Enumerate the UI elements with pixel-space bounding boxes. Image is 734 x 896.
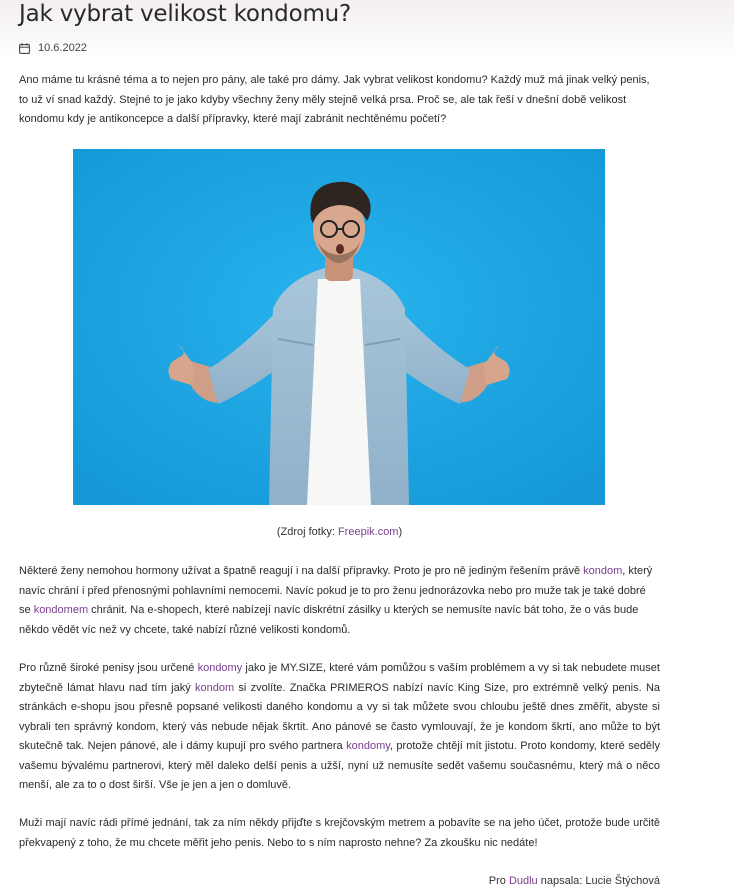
paragraph-3: Muži mají navíc rádi přímé jednání, tak za ním někdy přijďte s krejčovským metrem a pobavíte se na jeho účet, protože bude určitě překvapený z toho, že mu chcete měřit jeho penis. Nebo to s ním naprosto nehne? Za zkoušku nic nedáte! [19, 817, 660, 849]
text-span: Některé ženy nemohou hormony užívat a špatně reagují i na další přípravky. Proto je pro ně jediným řešením právě [19, 565, 584, 577]
post-date-text: 10.6.2022 [38, 42, 87, 54]
paragraph-1 [19, 562, 660, 640]
post-date [19, 40, 87, 56]
paragraph-2 [19, 659, 660, 796]
text-span: jako je MY.SIZE, které vám pomůžou s vaším problémem a vy si tak nebudete muset zbytečně lámat hlavu nad tím jaký [19, 662, 660, 694]
caption-source-link[interactable]: Freepik.com [337, 526, 399, 538]
byline-prefix: Pro [488, 875, 509, 887]
kondom-link[interactable]: kondom [194, 681, 235, 694]
text-span: Pro různě široké penisy jsou určené [19, 662, 198, 674]
text-span: , protože chtějí mít jistotu. Proto kondomy, které seděly vašemu bývalému partnerovi, který měl daleko delší penis a užší, nyní už nemusíte sedět vašemu současnému, který má o něco menší, ale za to o dost širší. Vše je jen a jen o domluvě. [19, 740, 660, 791]
text-span: chránit. Na e-shopech, které nabízejí navíc diskrétní zásilky u kterých se nemusíte navíc bát toho, že o vás bude někdo vědět víc než vy chcete, také nabízí různé velikosti kondomů. [19, 604, 639, 636]
text-span: si zvolíte. Značka PRIMEROS nabízí navíc King Size, pro extrémně velký penis. Na stránkách e-shopu jsou přesně popsané velikosti daného kondomu a vy si tak můžete svou chloubu ještě dnes změřit, abyste si vybrali ten správný kondom, který vás nebude nějak škrtit. Ano pánové se často vymlouvají, že je kondom škrtí, ano může to být skutečně tak. Nejen pánové, ale i dámy kupují pro svého partnera [19, 681, 660, 752]
kondomy-link[interactable]: kondomy [346, 740, 390, 752]
kondom-link[interactable]: kondom [583, 565, 623, 577]
byline [19, 873, 660, 889]
hero-image [73, 149, 605, 505]
caption-suffix: ) [398, 526, 403, 538]
text-span: , který navíc chrání i před přenosnými pohlavními nemocemi. Navíc pokud je to pro ženu jednorázovka nebo pro muže tak je také dobré se [19, 565, 653, 616]
image-caption [19, 524, 660, 540]
page-title: Jak vybrat velikost kondomu? [19, 1, 352, 27]
kondomem-link[interactable]: kondomem [33, 604, 89, 616]
calendar-icon [19, 43, 30, 54]
caption-prefix: (Zdroj fotky: [276, 526, 338, 538]
intro-paragraph: Ano máme tu krásné téma a to nejen pro pány, ale také pro dámy. Jak vybrat velikost kondomu? Každý muž má jinak velký penis, to už ví snad každý. Stejné to je jako kdyby všechny ženy měly stejně velká prsa. Proč se, ale tak řeší v dnešní době velikost kondomu kdy je antikoncepce a další přípravky, které mají zabránit nechtěnému početí? [19, 74, 650, 125]
kondomy-link[interactable]: kondomy [197, 662, 243, 674]
byline-suffix: napsala: Lucie Štýchová [537, 875, 660, 887]
dudlu-link[interactable]: Dudlu [508, 875, 538, 887]
